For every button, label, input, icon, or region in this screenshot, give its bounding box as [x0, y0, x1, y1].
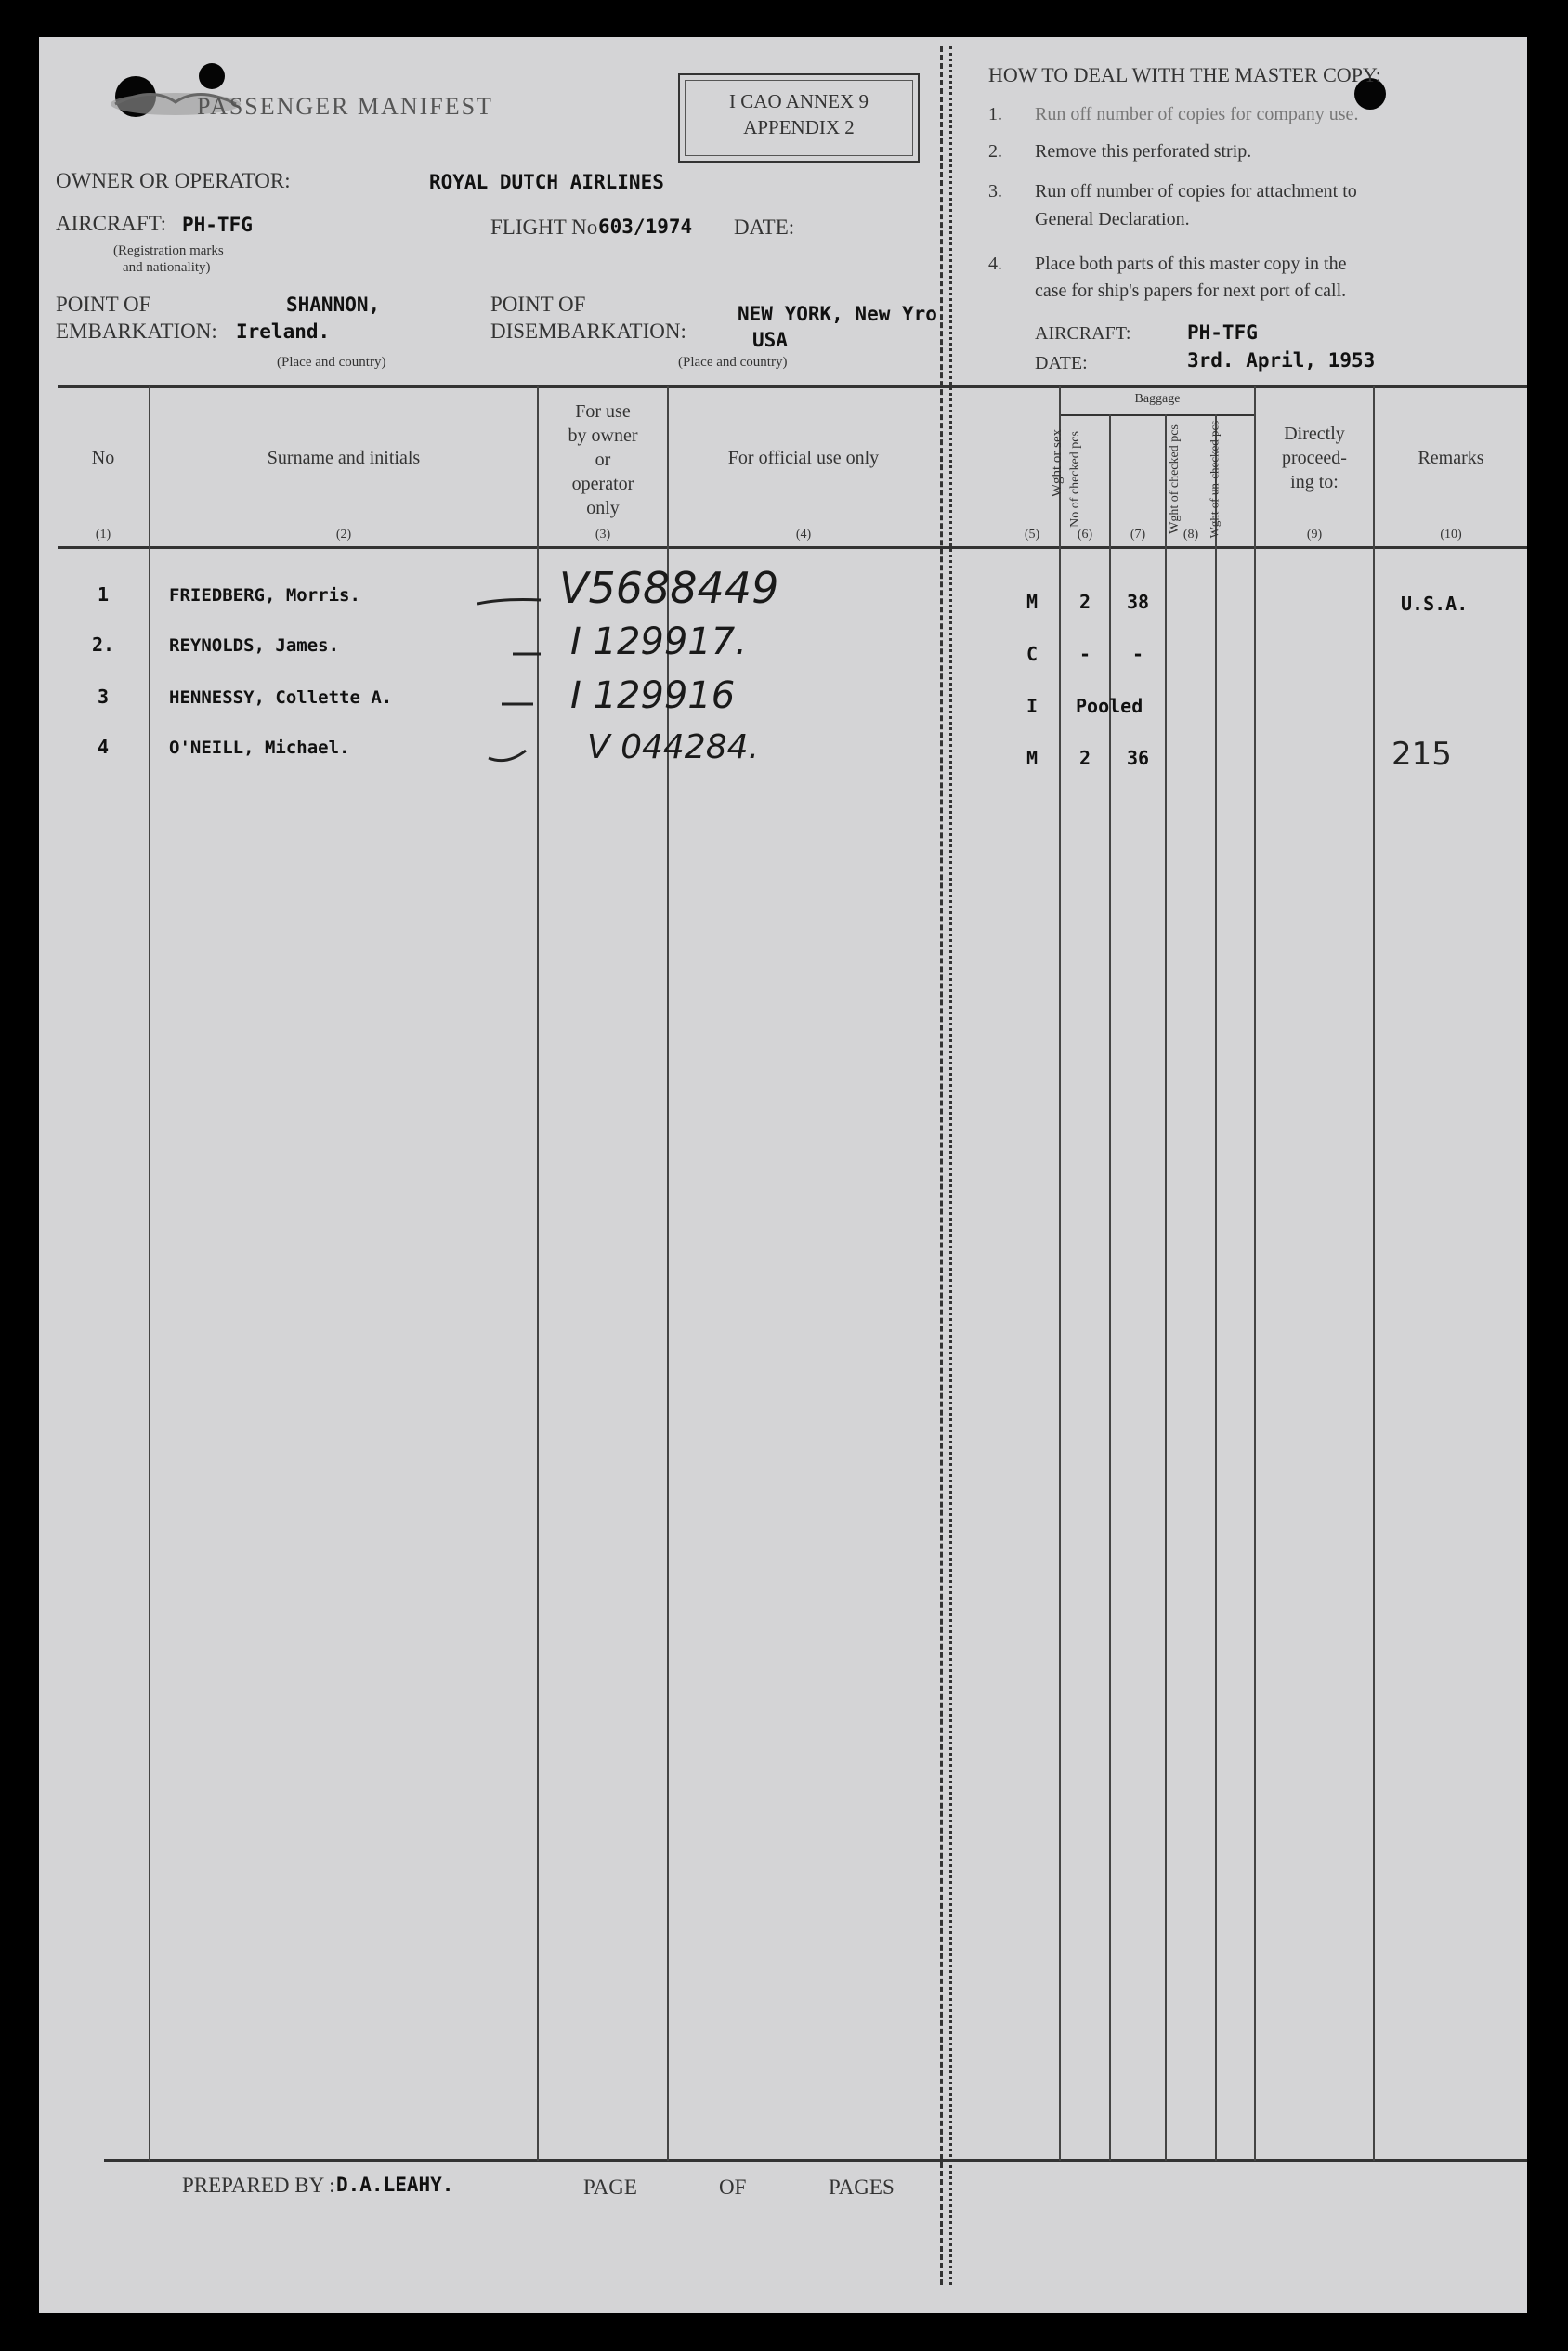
embark-note: (Place and country): [277, 355, 386, 370]
date-label: DATE:: [734, 216, 795, 239]
row-number: 3: [97, 686, 110, 708]
col-header-wght-checked: Wght of checked pcs: [1167, 424, 1182, 534]
passenger-name: REYNOLDS, James.: [169, 635, 340, 656]
instruction-text: Run off number of copies for company use.: [1035, 104, 1359, 124]
col-divider: [1109, 414, 1111, 2161]
checked-pcs: 2: [1078, 747, 1091, 769]
aircraft-label: AIRCRAFT:: [56, 212, 166, 235]
row-number: 4: [97, 736, 110, 758]
strip-date-label: DATE:: [1035, 353, 1088, 373]
perforation-line: [949, 46, 952, 2285]
col-divider: [1254, 386, 1256, 2161]
col-number: (9): [1306, 528, 1323, 542]
instruction-number: 3.: [988, 181, 1002, 202]
icao-annex: I CAO ANNEX 9: [729, 90, 869, 112]
row-number: 1: [97, 583, 110, 606]
official-number: I 129916: [570, 674, 736, 717]
wght-or-sex: M: [1026, 591, 1039, 613]
strip-aircraft-label: AIRCRAFT:: [1035, 323, 1131, 344]
col-divider: [1373, 386, 1375, 2161]
embark-value: SHANNON,: [286, 294, 381, 316]
instructions-title: HOW TO DEAL WITH THE MASTER COPY:: [988, 63, 1381, 86]
table-header-rule: [58, 546, 1527, 549]
col-number: (8): [1183, 528, 1199, 542]
instruction-text: case for ship's papers for next port of call.: [1035, 281, 1347, 301]
owner-value: ROYAL DUTCH AIRLINES: [429, 171, 664, 193]
instruction-number: 2.: [988, 141, 1002, 162]
instruction-text: Remove this perforated strip.: [1035, 141, 1252, 162]
col-header-directly: ing to:: [1290, 472, 1339, 492]
aircraft-value: PH-TFG: [182, 214, 253, 236]
owner-label: OWNER OR OPERATOR:: [56, 169, 291, 192]
official-number: V5688449: [559, 563, 779, 613]
col-number: (10): [1440, 528, 1462, 542]
baggage-pooled: Pooled: [1076, 695, 1143, 717]
strip-aircraft-value: PH-TFG: [1187, 321, 1258, 344]
passenger-name: O'NEILL, Michael.: [169, 738, 350, 758]
col-number: (2): [335, 528, 352, 542]
col-number: (1): [95, 528, 111, 542]
col-header-wght-sex: Wght or sex: [1050, 428, 1065, 498]
manifest-sheet: [39, 37, 1527, 2313]
wght-or-sex: M: [1026, 747, 1039, 769]
prepared-by-value: D.A.LEAHY.: [336, 2174, 454, 2196]
col-header-owner-use: operator: [571, 474, 634, 494]
form-title: PASSENGER MANIFEST: [197, 93, 493, 120]
instruction-number: 1.: [988, 104, 1002, 124]
of-label: OF: [719, 2175, 747, 2199]
row-number: 2.: [91, 633, 115, 656]
col-header-owner-use: only: [586, 498, 620, 518]
wght-or-sex: I: [1026, 695, 1039, 717]
prepared-by-label: PREPARED BY :: [182, 2174, 335, 2197]
strip-date-value: 3rd. April, 1953: [1187, 349, 1376, 372]
col-divider: [1165, 414, 1167, 2161]
page-label: PAGE: [583, 2175, 637, 2199]
aircraft-note: (Registration marks: [113, 243, 224, 258]
disembark-label: POINT OF: [490, 293, 586, 316]
instruction-text: Place both parts of this master copy in the: [1035, 254, 1347, 274]
pages-label: PAGES: [829, 2175, 895, 2199]
disembark-value: NEW YORK, New Yro: [738, 303, 937, 325]
remarks: U.S.A.: [1401, 593, 1469, 615]
icao-appendix: APPENDIX 2: [743, 116, 855, 138]
col-number: (7): [1130, 528, 1146, 542]
col-header-wght-unchecked: Wght of un-checked pcs: [1207, 420, 1222, 539]
hand-dashes: [466, 576, 578, 780]
disembark-note: (Place and country): [678, 355, 788, 370]
instruction-text: General Declaration.: [1035, 209, 1190, 229]
col-header-owner-use: by owner: [568, 425, 638, 446]
col-header-no-checked: No of checked pcs: [1067, 431, 1082, 528]
col-number: (6): [1077, 528, 1093, 542]
checked-pcs: 2: [1078, 591, 1091, 613]
remarks: 215: [1392, 736, 1452, 773]
table-top-rule: [58, 385, 1527, 388]
passenger-name: HENNESSY, Collette A.: [169, 687, 393, 708]
official-number: I 129917.: [570, 620, 747, 663]
disembark-value: USA: [752, 329, 788, 351]
checked-weight: 36: [1126, 747, 1150, 769]
instruction-text: Run off number of copies for attachment to: [1035, 181, 1357, 202]
disembark-label: DISEMBARKATION:: [490, 320, 686, 343]
passenger-name: FRIEDBERG, Morris.: [169, 585, 360, 606]
checked-weight: -: [1131, 643, 1144, 665]
checked-weight: 38: [1126, 591, 1150, 613]
col-number: (3): [595, 528, 611, 542]
baggage-rule: [1059, 414, 1254, 416]
embark-value: Ireland.: [236, 320, 331, 343]
col-header-no: No: [91, 448, 115, 468]
col-header-baggage: Baggage: [1134, 392, 1181, 406]
table-bottom-rule: [104, 2159, 1527, 2162]
flight-label: FLIGHT No: [490, 216, 598, 239]
checked-pcs: -: [1078, 643, 1091, 665]
perforation-line: [940, 46, 943, 2285]
col-header-surname: Surname and initials: [267, 448, 421, 468]
embark-label: EMBARKATION:: [56, 320, 217, 343]
wght-or-sex: C: [1026, 643, 1039, 665]
col-header-owner-use: For use: [575, 401, 631, 422]
col-header-official: For official use only: [727, 448, 880, 468]
aircraft-note: and nationality): [123, 260, 211, 275]
col-header-remarks: Remarks: [1418, 448, 1484, 468]
col-header-owner-use: or: [595, 450, 611, 470]
instruction-number: 4.: [988, 254, 1002, 274]
col-divider: [149, 386, 150, 2161]
col-header-directly: proceed-: [1282, 448, 1347, 468]
official-number: V 044284.: [587, 728, 759, 766]
col-number: (5): [1024, 528, 1040, 542]
icao-box: [678, 73, 920, 163]
col-number: (4): [795, 528, 812, 542]
col-divider: [1215, 414, 1217, 2161]
col-header-directly: Directly: [1284, 424, 1345, 444]
flight-value: 603/1974: [598, 216, 693, 238]
embark-label: POINT OF: [56, 293, 151, 316]
